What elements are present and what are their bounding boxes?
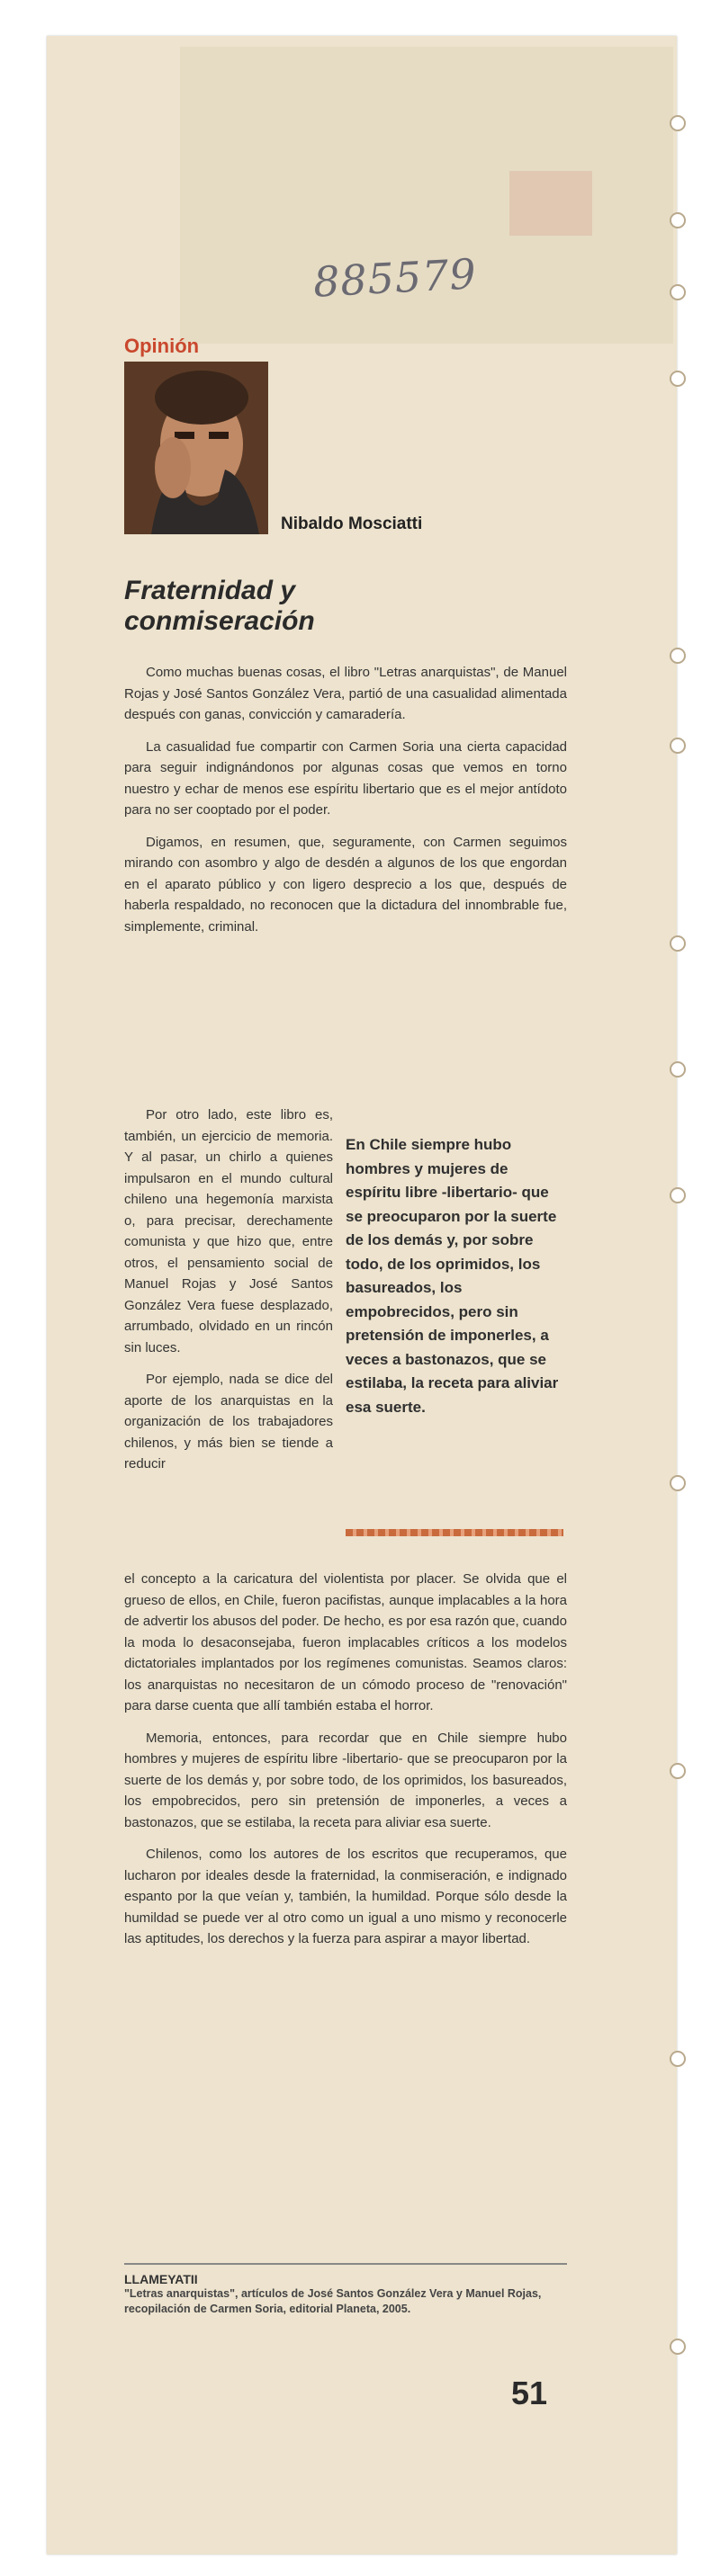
binder-hole bbox=[670, 1061, 686, 1078]
binder-hole bbox=[670, 115, 686, 131]
body-paragraph: Digamos, en resumen, que, seguramente, con Carmen seguimos mirando con asombro y algo de desdén a algunos de los que engordan en el aparato público y con ligero desprecio a los que, después de haberla respaldado, no reconocen que la dictadura del innombrable fue, simplemente, criminal. bbox=[124, 834, 567, 935]
pull-quote-rule bbox=[346, 1529, 563, 1536]
book-reference bbox=[124, 2263, 567, 2317]
binder-hole bbox=[670, 1763, 686, 1779]
author-name: Nibaldo Mosciatti bbox=[281, 514, 423, 533]
catalog-number: 885579 bbox=[311, 249, 478, 307]
binder-hole bbox=[670, 935, 686, 952]
page-number: 51 bbox=[511, 2375, 548, 2411]
binder-hole bbox=[670, 212, 686, 228]
binder-hole bbox=[670, 2051, 686, 2067]
body-top bbox=[124, 662, 567, 948]
body-bottom bbox=[124, 1569, 567, 1961]
body-left-column bbox=[124, 1105, 333, 1486]
pull-quote: En Chile siempre hubo hombres y mujeres de espíritu libre -libertario- que se preocuparon por la suerte de los demás y, por sobre todo, de los oprimidos, los basureados, los empobrecidos, pero sin pretensión de imponerles, a veces a bastonazos, que se estilaba, la receta para aliviar esa suerte. bbox=[346, 1136, 559, 1416]
binder-hole bbox=[670, 2339, 686, 2355]
reference-text: "Letras anarquistas", artículos de José Santos González Vera y Manuel Rojas, recopilación de Carmen Soria, editorial Planeta, 2005. bbox=[124, 2287, 542, 2315]
binder-hole bbox=[670, 738, 686, 754]
binder-hole bbox=[670, 371, 686, 387]
body-paragraph: Chilenos, como los autores de los escritos que recuperamos, que lucharon por ideales desde la fraternidad, la conmiseración, e indignado espanto por la que veían y, también, la humildad. Porque sólo desde la humildad se puede ver al otro como un igual a uno mismo y reconocerle las aptitudes, los derechos y la fuerza para aspirar a mayor libertad. bbox=[124, 1847, 567, 1946]
binder-hole bbox=[670, 1187, 686, 1203]
body-paragraph: el concepto a la caricatura del violentista por placer. Se olvida que el grueso de ellos, en Chile, fueron pacifistas, aunque implacables a la hora de advertir los abusos del poder. De hecho, es por esa razón que, cuando la moda lo desaconsejaba, fueron implacables críticos a los modelos dictatoriales implantados por los regímenes comunistas. Seamos claros: los anarquistas no necesitaron de un cómodo proceso de "renovación" para darse cuenta que allí también estaba el horror. bbox=[124, 1571, 567, 1713]
author-photo bbox=[124, 362, 268, 534]
binder-hole bbox=[670, 648, 686, 664]
body-paragraph: La casualidad fue compartir con Carmen Soria una cierta capacidad para seguir indignándonos por algunas cosas que vemos en torno nuestro y echar de menos ese espíritu libertario que es el mejor antídoto para no ser cooptado por el poder. bbox=[124, 738, 567, 818]
article-title: Fraternidad y conmiseración bbox=[124, 576, 315, 636]
underlying-red-block bbox=[509, 171, 592, 236]
section-label: Opinión bbox=[124, 335, 200, 357]
binder-hole bbox=[670, 284, 686, 300]
body-paragraph: Memoria, entonces, para recordar que en Chile siempre hubo hombres y mujeres de espíritu libre -libertario- que se preocuparon por la suerte de los demás y, por sobre todo, de los oprimidos, los basureados, los empobrecidos, pero sin pretensión de imponerles, a veces a bastonazos, que se estilaba, la receta para aliviar esa suerte. bbox=[124, 1730, 567, 1830]
body-paragraph: Por otro lado, este libro es, también, un ejercicio de memoria. Y al pasar, un chirlo a quienes impulsaron en el mundo cultural chileno una hegemonía marxista o, para precisar, derechamente comunista y que hizo que, entre otros, el pensamiento social de Manuel Rojas y José Santos González Vera fuese desplazado, arrumbado, olvidado en un rincón sin luces. bbox=[124, 1107, 333, 1355]
body-paragraph: Por ejemplo, nada se dice del aporte de los anarquistas en la organización de los trabajadores chilenos, y más bien se tiende a reducir bbox=[124, 1372, 333, 1471]
body-paragraph: Como muchas buenas cosas, el libro "Letras anarquistas", de Manuel Rojas y José Santos González Vera, partió de una casualidad alimentada después con ganas, convicción y camaradería. bbox=[124, 665, 567, 722]
reference-heading: LLAMEYATII bbox=[124, 2272, 198, 2286]
binder-hole bbox=[670, 1475, 686, 1491]
